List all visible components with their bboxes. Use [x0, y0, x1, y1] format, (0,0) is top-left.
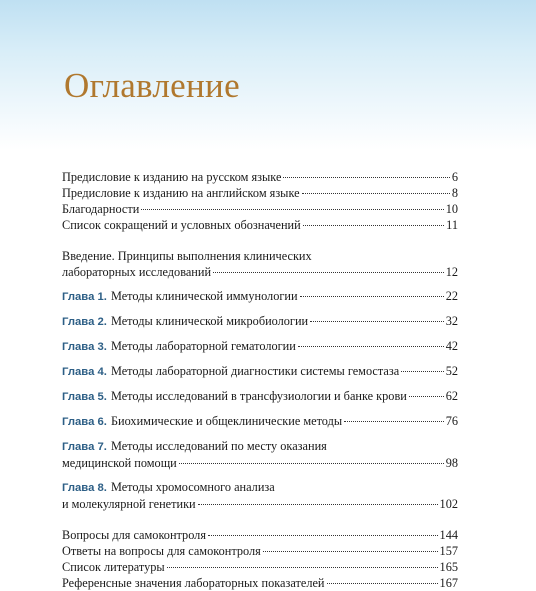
- toc-page-number: 42: [445, 339, 458, 353]
- chapter-label: Глава 2.: [62, 316, 107, 328]
- toc-entry-text: Методы лабораторной гематологии: [110, 339, 296, 353]
- toc-entry-text: Методы лабораторной диагностики системы гемостаза: [110, 364, 400, 378]
- toc-entry-text: Методы клинической микробиологии: [110, 314, 309, 328]
- toc-page-number: 76: [445, 414, 458, 428]
- toc-entry-reference-values[interactable]: [62, 575, 458, 591]
- page-title: Оглавление: [64, 66, 240, 105]
- dot-leader: [344, 421, 444, 422]
- dot-leader: [298, 346, 444, 347]
- toc-page-number: 98: [445, 456, 458, 470]
- toc-entry-text: Список сокращений и условных обозначений: [62, 218, 301, 232]
- toc-entry-references[interactable]: [62, 559, 458, 575]
- toc-entry-text: Благодарности: [62, 202, 140, 216]
- toc-entry-self-check-answers[interactable]: [62, 543, 458, 559]
- dot-leader: [213, 272, 444, 273]
- chapter-label: Глава 8.: [62, 482, 107, 494]
- chapter-label: Глава 6.: [62, 416, 107, 428]
- toc-entry-text: Референсные значения лабораторных показателей: [62, 576, 325, 590]
- toc-entry-preface-en[interactable]: [62, 185, 458, 201]
- dot-leader: [327, 583, 438, 584]
- toc-page-number: 12: [445, 265, 458, 279]
- toc-entry-self-check-questions[interactable]: [62, 527, 458, 543]
- toc-entry-chapter-5[interactable]: [62, 388, 458, 405]
- toc-entry-text: Ответы на вопросы для самоконтроля: [62, 544, 261, 558]
- chapter-label: Глава 1.: [62, 291, 107, 303]
- toc-entry-chapter-4[interactable]: [62, 363, 458, 380]
- toc-entry-chapter-6[interactable]: [62, 413, 458, 430]
- toc-entry-text: Биохимические и общеклинические методы: [110, 414, 343, 428]
- toc-page-number: 8: [451, 186, 458, 200]
- dot-leader: [208, 535, 438, 536]
- table-of-contents: [62, 169, 458, 591]
- toc-page-number: 10: [445, 202, 458, 216]
- toc-entry-text: Методы исследований по месту оказания: [110, 439, 327, 453]
- toc-entry-acknowledgements[interactable]: [62, 201, 458, 217]
- toc-entry-text: Введение. Принципы выполнения клинических: [62, 249, 312, 263]
- dot-leader: [401, 371, 444, 372]
- toc-page-number: 165: [439, 560, 458, 574]
- dot-leader: [409, 396, 444, 397]
- dot-leader: [179, 463, 444, 464]
- toc-page-number: 144: [439, 528, 458, 542]
- dot-leader: [141, 209, 443, 210]
- toc-page-number: 22: [445, 289, 458, 303]
- toc-page-number: 11: [446, 218, 458, 232]
- chapter-label: Глава 7.: [62, 441, 107, 453]
- toc-entry-chapter-2[interactable]: [62, 313, 458, 330]
- dot-leader: [302, 193, 450, 194]
- toc-page-number: 32: [445, 314, 458, 328]
- toc-entry-text-cont: лабораторных исследований: [62, 265, 212, 279]
- toc-page-number: 102: [439, 497, 458, 511]
- chapter-label: Глава 4.: [62, 366, 107, 378]
- toc-entry-preface-ru[interactable]: [62, 169, 458, 185]
- toc-page-number: 62: [445, 389, 458, 403]
- toc-entry-text-cont: медицинской помощи: [62, 456, 177, 470]
- toc-entry-text: Методы исследований в трансфузиологии и банке крови: [110, 389, 407, 403]
- toc-entry-text: Список литературы: [62, 560, 165, 574]
- toc-entry-text: Вопросы для самоконтроля: [62, 528, 206, 542]
- toc-entry-text: Предисловие к изданию на русском языке: [62, 170, 282, 184]
- toc-entry-chapter-3[interactable]: [62, 338, 458, 355]
- toc-entry-chapter-8[interactable]: [62, 479, 458, 512]
- toc-page-number: 167: [439, 576, 458, 590]
- toc-entry-chapter-1[interactable]: [62, 288, 458, 305]
- toc-entry-chapter-7[interactable]: [62, 438, 458, 471]
- dot-leader: [300, 296, 444, 297]
- dot-leader: [303, 225, 444, 226]
- toc-page-number: 6: [451, 170, 458, 184]
- chapter-label: Глава 3.: [62, 341, 107, 353]
- toc-entry-introduction[interactable]: [62, 248, 458, 280]
- dot-leader: [263, 551, 438, 552]
- toc-page-number: 157: [439, 544, 458, 558]
- dot-leader: [283, 177, 449, 178]
- dot-leader: [198, 504, 438, 505]
- toc-entry-text: Методы хромосомного анализа: [110, 480, 275, 494]
- toc-page-number: 52: [445, 364, 458, 378]
- toc-entry-text-cont: и молекулярной генетики: [62, 497, 196, 511]
- toc-entry-text: Предисловие к изданию на английском языке: [62, 186, 300, 200]
- toc-entry-abbreviations[interactable]: [62, 217, 458, 233]
- chapter-label: Глава 5.: [62, 391, 107, 403]
- dot-leader: [167, 567, 438, 568]
- dot-leader: [310, 321, 444, 322]
- toc-entry-text: Методы клинической иммунологии: [110, 289, 298, 303]
